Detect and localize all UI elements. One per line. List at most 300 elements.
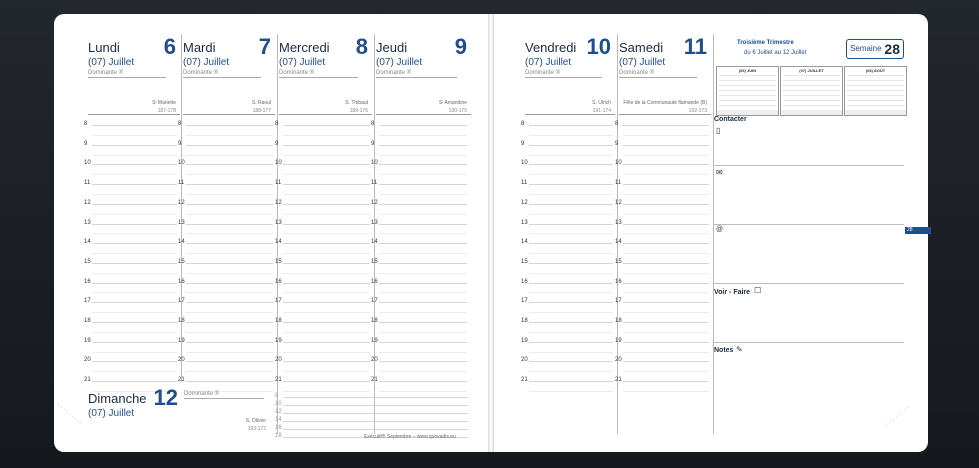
calendar-grid [783, 74, 840, 110]
week-range: du 6 Juillet au 12 Juillet [744, 50, 807, 56]
hour-line[interactable] [283, 302, 370, 303]
hour-label: 14 [84, 239, 91, 246]
hour-label: 20 [275, 357, 282, 364]
day-header-wednesday[interactable] [279, 34, 372, 114]
month-label: (07) Juillet [88, 408, 135, 419]
half-hour-line[interactable] [623, 312, 709, 313]
hour-label: 16 [275, 278, 282, 285]
hour-line[interactable] [379, 224, 467, 225]
hour-line[interactable] [283, 381, 370, 382]
saint-name: S. Olivier [245, 418, 266, 424]
hour-line[interactable] [379, 125, 467, 126]
half-hour-line[interactable] [92, 194, 177, 195]
hour-label: 19 [275, 337, 282, 344]
hour-line[interactable] [92, 125, 177, 126]
hour-label: 15 [178, 258, 185, 265]
half-hour-line[interactable] [623, 155, 709, 156]
hour-line[interactable] [529, 342, 613, 343]
hour-line[interactable] [623, 342, 709, 343]
half-hour-line[interactable] [529, 194, 613, 195]
planner-spine [488, 14, 494, 452]
section-divider [714, 224, 904, 225]
day-name: Mardi [183, 40, 216, 55]
half-hour-line[interactable] [379, 371, 467, 372]
hour-line[interactable] [379, 184, 467, 185]
hour-line[interactable] [623, 381, 709, 382]
header-divider [88, 114, 180, 115]
hour-line[interactable] [283, 421, 469, 422]
column-divider [277, 34, 278, 434]
half-hour-line[interactable] [283, 233, 370, 234]
half-hour-line[interactable] [283, 273, 370, 274]
half-hour-line[interactable] [529, 233, 613, 234]
calendar-title: (08) AOÛT [865, 68, 886, 73]
half-hour-line[interactable] [283, 352, 370, 353]
day-count: 190-175 [448, 108, 467, 114]
half-hour-line[interactable] [283, 135, 370, 136]
half-hour-line[interactable] [623, 292, 709, 293]
hour-label: 14 [275, 417, 282, 423]
hour-line[interactable] [92, 342, 177, 343]
hour-line[interactable] [92, 145, 177, 146]
hour-line[interactable] [623, 302, 709, 303]
trimester-label: Troisième Trimestre [737, 40, 794, 46]
phone-icon: ▯ [716, 126, 721, 135]
hour-line[interactable] [529, 302, 613, 303]
half-hour-line[interactable] [529, 332, 613, 333]
half-hour-line[interactable] [623, 352, 709, 353]
section-divider [714, 165, 904, 166]
hour-label: 21 [178, 377, 185, 384]
half-hour-line[interactable] [623, 174, 709, 175]
day-number: 12 [153, 385, 178, 410]
hour-label: 14 [615, 239, 622, 246]
half-hour-line[interactable] [283, 155, 370, 156]
dominante-field[interactable]: Dominante ® [279, 70, 358, 78]
hour-line[interactable] [283, 342, 370, 343]
saint-name: Sᵗ Amandine [438, 100, 467, 106]
hour-label: 13 [84, 219, 91, 226]
hour-line[interactable] [623, 125, 709, 126]
half-hour-line[interactable] [186, 273, 273, 274]
hour-line[interactable] [283, 429, 469, 430]
day-header-friday[interactable] [525, 34, 615, 114]
hour-line[interactable] [379, 204, 467, 205]
hour-line[interactable] [186, 342, 273, 343]
hour-label: 20 [521, 357, 528, 364]
header-divider [619, 114, 711, 115]
day-name: Jeudi [376, 40, 408, 55]
hour-line[interactable] [529, 263, 613, 264]
hour-label: 15 [84, 258, 91, 265]
hour-label: 12 [521, 199, 528, 206]
publisher-footer: Exécutif® Septembre – www.quovadis.eu [364, 434, 456, 440]
mail-icon: ✉ [716, 168, 723, 177]
hour-line[interactable] [529, 145, 613, 146]
header-divider [279, 114, 372, 115]
hour-label: 8 [615, 121, 619, 127]
day-number: 7 [258, 34, 271, 59]
month-label: (07) Juillet [619, 57, 666, 68]
hour-line[interactable] [283, 243, 370, 244]
hour-label: 15 [275, 258, 282, 265]
mini-calendar-july [780, 66, 843, 116]
half-hour-line[interactable] [529, 371, 613, 372]
half-hour-line[interactable] [92, 174, 177, 175]
half-hour-line[interactable] [529, 135, 613, 136]
mini-calendar-august [844, 66, 907, 116]
hour-line[interactable] [186, 302, 273, 303]
hour-label: 9 [371, 140, 375, 147]
hour-line[interactable] [92, 243, 177, 244]
half-hour-line[interactable] [92, 312, 177, 313]
hour-label: 10 [275, 160, 282, 167]
hour-line[interactable] [379, 381, 467, 382]
hour-label: 13 [615, 219, 622, 226]
half-hour-line[interactable] [379, 352, 467, 353]
hour-line[interactable] [529, 381, 613, 382]
half-hour-line[interactable] [529, 312, 613, 313]
half-hour-line[interactable] [529, 174, 613, 175]
hour-label: 12 [178, 199, 185, 206]
hour-line[interactable] [186, 361, 273, 362]
half-hour-line[interactable] [283, 371, 370, 372]
half-hour-line[interactable] [529, 292, 613, 293]
hour-line[interactable] [283, 125, 370, 126]
half-hour-line[interactable] [283, 194, 370, 195]
half-hour-line[interactable] [529, 253, 613, 254]
hour-line[interactable] [186, 243, 273, 244]
month-label: (07) Juillet [279, 57, 326, 68]
hour-line[interactable] [186, 125, 273, 126]
hour-line[interactable] [529, 164, 613, 165]
half-hour-line[interactable] [186, 135, 273, 136]
hour-line[interactable] [186, 184, 273, 185]
hour-line[interactable] [283, 361, 370, 362]
hour-label: 14 [275, 239, 282, 246]
half-hour-line[interactable] [379, 391, 467, 392]
hour-label: 10 [84, 160, 91, 167]
saint-name: S. Ulrich [592, 100, 611, 106]
notes-section-title: Notes [714, 347, 734, 354]
half-hour-line[interactable] [379, 273, 467, 274]
saint-name: Fête de la Communauté flamande (B) [623, 100, 707, 106]
half-hour-line[interactable] [283, 332, 370, 333]
hour-line[interactable] [379, 263, 467, 264]
saint-name: S. Raoul [251, 100, 271, 106]
hour-label: 14 [521, 239, 528, 246]
hour-line[interactable] [92, 224, 177, 225]
hour-line[interactable] [283, 322, 370, 323]
hour-label: 12 [275, 199, 282, 206]
day-header-tuesday[interactable] [183, 34, 275, 114]
dominante-field[interactable]: Dominante ® [88, 70, 166, 78]
half-hour-line[interactable] [379, 174, 467, 175]
half-hour-line[interactable] [379, 214, 467, 215]
month-label: (07) Juillet [88, 57, 135, 68]
checkbox-icon: ☐ [754, 286, 762, 295]
half-hour-line[interactable] [529, 155, 613, 156]
half-hour-line[interactable] [92, 292, 177, 293]
hour-line[interactable] [379, 164, 467, 165]
half-hour-line[interactable] [92, 352, 177, 353]
hour-label: 9 [615, 140, 619, 147]
day-count: 189-176 [349, 108, 368, 114]
month-label: (07) Juillet [525, 57, 572, 68]
hour-label: 10 [615, 160, 622, 167]
hour-line[interactable] [623, 283, 709, 284]
hour-line[interactable] [623, 224, 709, 225]
hour-line[interactable] [283, 184, 370, 185]
day-header-monday[interactable] [88, 34, 180, 114]
hour-label: 14 [371, 239, 378, 246]
saint-name: Sᵗ Mariette [152, 100, 176, 106]
hour-line[interactable] [186, 164, 273, 165]
dominante-field[interactable]: Dominante ® [525, 70, 602, 78]
hour-label: 21 [371, 377, 378, 384]
half-hour-line[interactable] [623, 391, 709, 392]
hour-label: 20 [84, 357, 91, 364]
day-header-saturday[interactable] [619, 34, 711, 114]
dominante-field[interactable]: Dominante ® [619, 70, 697, 78]
half-hour-line[interactable] [623, 273, 709, 274]
dominante-field[interactable]: Dominante ® [376, 70, 457, 78]
hour-line[interactable] [379, 342, 467, 343]
hour-line[interactable] [529, 361, 613, 362]
pen-icon: ✎ [736, 345, 743, 354]
day-count: 188-177 [252, 108, 271, 114]
hour-label: 17 [84, 298, 91, 305]
hour-line[interactable] [623, 184, 709, 185]
contact-section-title: Contacter [714, 116, 747, 123]
hour-line[interactable] [529, 224, 613, 225]
hour-line[interactable] [283, 263, 370, 264]
hour-line[interactable] [186, 283, 273, 284]
half-hour-line[interactable] [283, 391, 370, 392]
calendar-footer [781, 110, 842, 115]
hour-label: 20 [615, 357, 622, 364]
half-hour-line[interactable] [379, 312, 467, 313]
half-hour-line[interactable] [186, 194, 273, 195]
half-hour-line[interactable] [92, 135, 177, 136]
hour-line[interactable] [186, 204, 273, 205]
hour-line[interactable] [92, 302, 177, 303]
half-hour-line[interactable] [283, 214, 370, 215]
hour-label: 17 [615, 298, 622, 305]
hour-line[interactable] [283, 283, 370, 284]
half-hour-line[interactable] [623, 194, 709, 195]
hour-line[interactable] [92, 164, 177, 165]
hour-label: 8 [178, 121, 182, 127]
day-header-sunday[interactable] [88, 385, 270, 433]
hour-label: 20 [371, 357, 378, 364]
half-hour-line[interactable] [529, 391, 613, 392]
half-hour-line[interactable] [186, 332, 273, 333]
hour-line[interactable] [92, 204, 177, 205]
hour-line[interactable] [529, 243, 613, 244]
half-hour-line[interactable] [379, 135, 467, 136]
hour-label: 9 [84, 140, 88, 147]
half-hour-line[interactable] [186, 352, 273, 353]
half-hour-line[interactable] [186, 371, 273, 372]
half-hour-line[interactable] [623, 135, 709, 136]
half-hour-line[interactable] [92, 253, 177, 254]
day-count: 193-172 [247, 426, 266, 432]
calendar-grid [847, 74, 904, 110]
hour-line[interactable] [623, 145, 709, 146]
day-name: Vendredi [525, 40, 577, 55]
half-hour-line[interactable] [92, 214, 177, 215]
hour-label: 16 [178, 278, 185, 285]
section-divider [714, 283, 904, 284]
day-name: Samedi [619, 40, 664, 55]
hour-line[interactable] [186, 263, 273, 264]
half-hour-line[interactable] [283, 312, 370, 313]
hour-line[interactable] [529, 184, 613, 185]
day-number: 11 [683, 34, 707, 59]
month-label: (07) Juillet [183, 57, 230, 68]
hour-label: 13 [178, 219, 185, 226]
week-tab[interactable]: 28 [905, 227, 931, 234]
hour-label: 19 [178, 337, 185, 344]
hour-line[interactable] [529, 125, 613, 126]
hour-line[interactable] [379, 243, 467, 244]
half-hour-line[interactable] [186, 233, 273, 234]
hour-line[interactable] [623, 204, 709, 205]
half-hour-line[interactable] [379, 332, 467, 333]
half-hour-line[interactable] [186, 253, 273, 254]
hour-line[interactable] [379, 302, 467, 303]
todo-section-title: Voir - Faire [714, 289, 751, 296]
hour-line[interactable] [92, 283, 177, 284]
half-hour-line[interactable] [379, 233, 467, 234]
hour-line[interactable] [623, 322, 709, 323]
half-hour-line[interactable] [186, 155, 273, 156]
hour-line[interactable] [623, 361, 709, 362]
column-divider [374, 34, 375, 434]
hour-line[interactable] [283, 224, 370, 225]
hour-label: 15 [521, 258, 528, 265]
half-hour-line[interactable] [529, 273, 613, 274]
hour-label: 18 [178, 318, 185, 324]
calendar-title: (07) JUILLET [799, 68, 824, 73]
hour-line[interactable] [92, 263, 177, 264]
half-hour-line[interactable] [379, 292, 467, 293]
half-hour-line[interactable] [529, 214, 613, 215]
day-count: 192-173 [688, 108, 707, 114]
dominante-field[interactable]: Dominante ® [184, 391, 264, 399]
half-hour-line[interactable] [186, 292, 273, 293]
half-hour-line[interactable] [529, 352, 613, 353]
hour-label: 18 [275, 318, 282, 324]
section-divider [714, 342, 904, 343]
half-hour-line[interactable] [623, 233, 709, 234]
half-hour-line[interactable] [92, 332, 177, 333]
column-divider [617, 34, 618, 434]
half-hour-line[interactable] [283, 292, 370, 293]
calendar-title: (06) JUIN [738, 68, 757, 73]
hour-label: 16 [371, 278, 378, 285]
hour-line[interactable] [529, 283, 613, 284]
hour-line[interactable] [92, 361, 177, 362]
column-divider [713, 34, 714, 434]
hour-label: 11 [371, 180, 378, 187]
hour-label: 12 [84, 199, 91, 206]
hour-line[interactable] [623, 263, 709, 264]
half-hour-line[interactable] [186, 214, 273, 215]
hour-label: 18 [84, 318, 91, 324]
hour-label: 16 [84, 278, 91, 285]
hour-line[interactable] [283, 204, 370, 205]
half-hour-line[interactable] [92, 273, 177, 274]
half-hour-line[interactable] [379, 253, 467, 254]
hour-label: 11 [615, 180, 622, 187]
hour-label: 18 [615, 318, 622, 324]
hour-line[interactable] [92, 322, 177, 323]
half-hour-line[interactable] [623, 332, 709, 333]
half-hour-line[interactable] [92, 155, 177, 156]
hour-label: 8 [275, 393, 279, 399]
day-count: 187-178 [157, 108, 176, 114]
hour-label: 8 [275, 121, 279, 127]
hour-line[interactable] [92, 184, 177, 185]
dominante-field[interactable]: Dominante ® [183, 70, 261, 78]
half-hour-line[interactable] [92, 233, 177, 234]
header-divider [376, 114, 471, 115]
hour-line[interactable] [623, 164, 709, 165]
corner-stitch: ········· [880, 402, 913, 431]
hour-line[interactable] [379, 145, 467, 146]
hour-line[interactable] [529, 204, 613, 205]
hour-line[interactable] [186, 145, 273, 146]
hour-line[interactable] [283, 164, 370, 165]
hour-line[interactable] [379, 283, 467, 284]
hour-line[interactable] [623, 243, 709, 244]
half-hour-line[interactable] [379, 155, 467, 156]
half-hour-line[interactable] [379, 194, 467, 195]
half-hour-line[interactable] [92, 371, 177, 372]
hour-label: 21 [275, 377, 282, 384]
hour-label: 10 [521, 160, 528, 167]
calendar-footer [845, 110, 906, 115]
hour-line[interactable] [283, 145, 370, 146]
hour-line[interactable] [529, 322, 613, 323]
week-label: Semaine [850, 44, 882, 53]
half-hour-line[interactable] [623, 371, 709, 372]
hour-label: 9 [521, 140, 525, 147]
hour-line[interactable] [186, 322, 273, 323]
half-hour-line[interactable] [283, 253, 370, 254]
hour-line[interactable] [186, 224, 273, 225]
corner-stitch: ········· [54, 400, 87, 429]
day-header-thursday[interactable] [376, 34, 471, 114]
hour-line[interactable] [283, 413, 469, 414]
hour-line[interactable] [283, 405, 469, 406]
half-hour-line[interactable] [623, 214, 709, 215]
hour-line[interactable] [379, 322, 467, 323]
week-number: 28 [884, 41, 900, 57]
half-hour-line[interactable] [186, 174, 273, 175]
half-hour-line[interactable] [186, 312, 273, 313]
hour-line[interactable] [92, 381, 177, 382]
half-hour-line[interactable] [283, 174, 370, 175]
hour-line[interactable] [379, 361, 467, 362]
half-hour-line[interactable] [623, 253, 709, 254]
hour-label: 8 [521, 121, 525, 127]
hour-line[interactable] [283, 397, 469, 398]
hour-line[interactable] [186, 381, 273, 382]
hour-label: 18 [521, 318, 528, 324]
